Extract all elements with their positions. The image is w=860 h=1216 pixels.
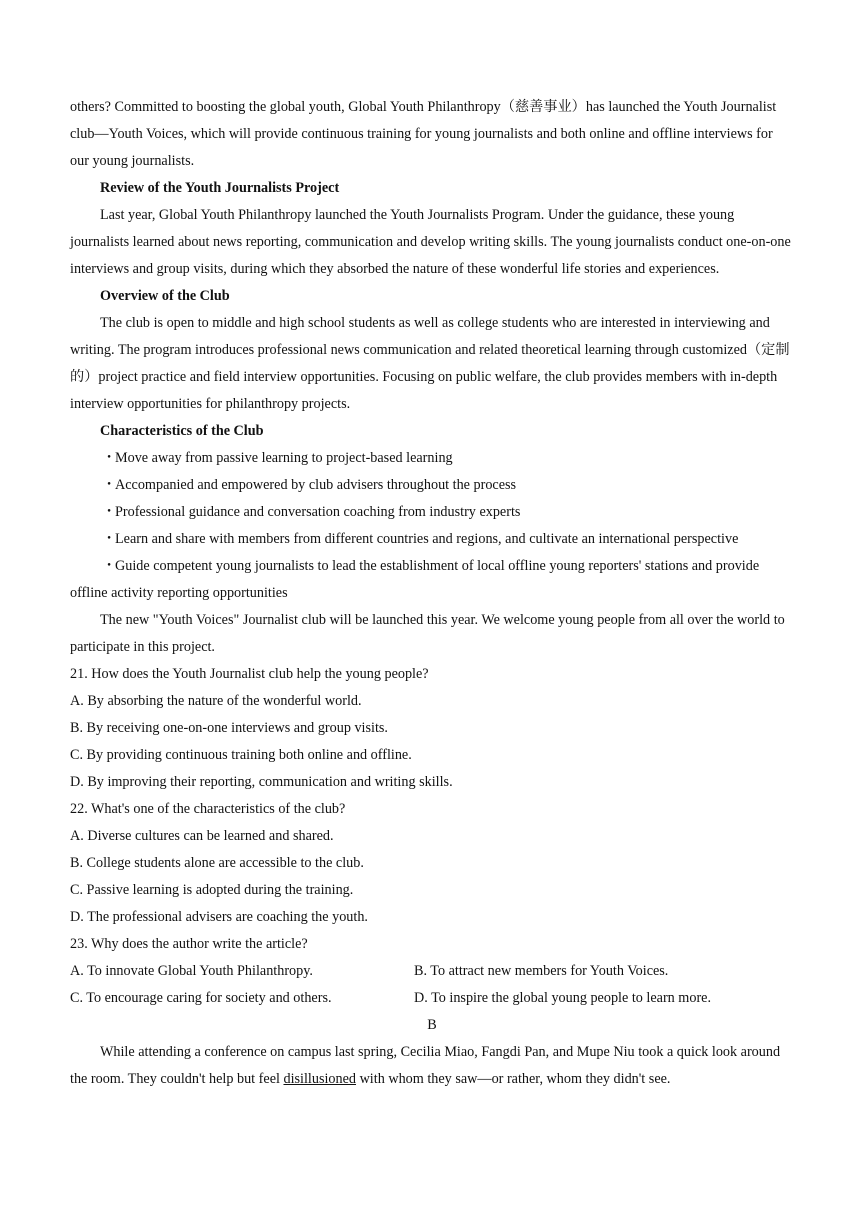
answer-option: B. College students alone are accessible to the club. (70, 855, 364, 871)
answer-option: B. To attract new members for Youth Voices. (414, 963, 669, 979)
characteristic-item (70, 499, 794, 526)
characteristic-item (70, 553, 794, 607)
bullet-dot: ・ (102, 531, 117, 547)
question-stem: 23. Why does the author write the article? (70, 936, 308, 952)
section-letter: B (427, 1017, 437, 1033)
overview-heading: Overview of the Club (100, 288, 230, 304)
bullet-dot: ・ (102, 450, 117, 466)
bullet-dot: ・ (102, 558, 117, 574)
characteristic-item (70, 472, 794, 499)
document-page (70, 94, 794, 1093)
answer-option: C. To encourage caring for society and others. (70, 990, 332, 1006)
answer-option: B. By receiving one-on-one interviews and group visits. (70, 720, 388, 736)
characteristic-text: Learn and share with members from different countries and regions, and cultivate an international perspective (115, 531, 739, 547)
passage-b-text: with whom they saw—or rather, whom they didn't see. (356, 1071, 671, 1087)
review-heading: Review of the Youth Journalists Project (100, 180, 340, 196)
question-stem: 22. What's one of the characteristics of the club? (70, 801, 346, 817)
characteristics-heading: Characteristics of the Club (100, 423, 264, 439)
answer-option: C. Passive learning is adopted during the training. (70, 882, 354, 898)
answer-option-row (70, 985, 794, 1012)
bullet-dot: ・ (102, 477, 117, 493)
passage-b-text: While attending a conference on campus last spring, Cecilia Miao, Fangdi Pan, and Mupe Niu took a quick look around the room. They couldn't help but feel (70, 1044, 781, 1087)
answer-option: D. By improving their reporting, communication and writing skills. (70, 774, 453, 790)
characteristic-text: Move away from passive learning to project-based learning (115, 450, 453, 466)
answer-option: D. To inspire the global young people to learn more. (414, 990, 712, 1006)
overview-paragraph: The club is open to middle and high school students as well as college students who are interested in interviewing and writing. The program introduces professional news communication and related theoretical learning through customized（定制的）project practice and field interview opportunities. Focusing on public welfare, the club provides members with in-depth interview opportunities for philanthropy projects. (70, 315, 790, 412)
review-paragraph: Last year, Global Youth Philanthropy launched the Youth Journalists Program. Under the guidance, these young journalists learned about news reporting, communication and develop writing skills. The young journalists conduct one-on-one interviews and group visits, during which they absorbed the nature of these wonderful life stories and experiences. (70, 207, 791, 277)
characteristic-item (70, 445, 794, 472)
characteristic-text: Professional guidance and conversation coaching from industry experts (115, 504, 521, 520)
characteristic-text: Accompanied and empowered by club advisers throughout the process (115, 477, 517, 493)
answer-option: A. Diverse cultures can be learned and shared. (70, 828, 334, 844)
characteristic-text: Guide competent young journalists to lead the establishment of local offline young reporters' stations and provide offline activity reporting opportunities (70, 558, 760, 601)
underlined-word: disillusioned (283, 1071, 357, 1087)
passage-b-paragraph (70, 1039, 794, 1093)
closing-paragraph: The new "Youth Voices" Journalist club will be launched this year. We welcome young people from all over the world to participate in this project. (70, 612, 785, 655)
answer-option: C. By providing continuous training both online and offline. (70, 747, 412, 763)
answer-option: A. To innovate Global Youth Philanthropy. (70, 963, 313, 979)
answer-option: D. The professional advisers are coaching the youth. (70, 909, 368, 925)
bullet-dot: ・ (102, 504, 117, 520)
characteristic-item (70, 526, 794, 553)
answer-option: A. By absorbing the nature of the wonderful world. (70, 693, 362, 709)
answer-option-row (70, 958, 794, 985)
passage-a-intro: others? Committed to boosting the global youth, Global Youth Philanthropy（慈善事业）has launched the Youth Journalist club—Youth Voices, which will provide continuous training for young journalists and both online and offline interviews for our young journalists. (70, 99, 777, 169)
question-stem: 21. How does the Youth Journalist club help the young people? (70, 666, 429, 682)
